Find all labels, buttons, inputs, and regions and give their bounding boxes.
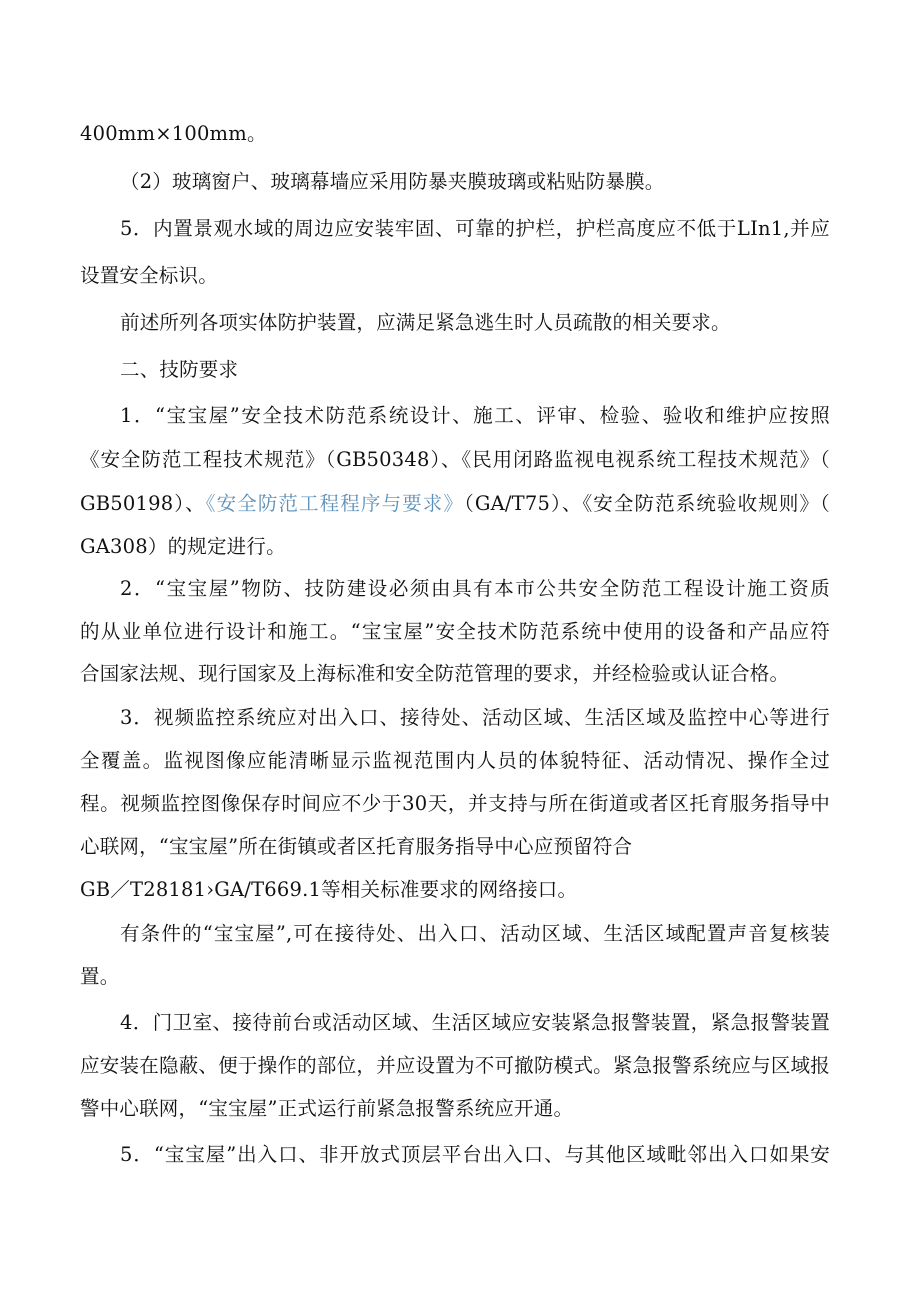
text-line-2: （2）玻璃窗户、玻璃幕墙应采用防暴夹膜玻璃或粘贴防暴膜。 xyxy=(120,170,665,193)
text-line-14: 3．视频监控系统应对出入口、接待处、活动区域、生活区域及监控中心等进行 xyxy=(120,706,830,729)
text-line-17: 心联网，“宝宝屋”所在街镇或者区托育服务指导中心应预留符合 xyxy=(80,835,633,858)
text-line-16: 程。视频监控图像保存时间应不少于30天，并支持与所在街道或者区托育服务指导中 xyxy=(80,792,830,815)
text-line-24: 5．“宝宝屋”出入口、非开放式顶层平台出入口、与其他区域毗邻出入口如果安 xyxy=(120,1143,830,1166)
standard-link[interactable]: 《安全防范工程程序与要求》 xyxy=(205,492,464,515)
text-line-12: 的从业单位进行设计和施工。“宝宝屋”安全技术防范系统中使用的设备和产品应符 xyxy=(80,620,830,643)
text-line-22: 应安装在隐蔽、便于操作的部位，并应设置为不可撤防模式。紧急报警系统应与区域报 xyxy=(80,1054,830,1077)
text-line-11: 2．“宝宝屋”物防、技防建设必须由具有本市公共安全防范工程设计施工资质 xyxy=(120,577,830,600)
text-line-1: 400mm×100mm。 xyxy=(80,122,267,145)
text-line-19: 有条件的“宝宝屋”,可在接待处、出入口、活动区域、生活区域配置声音复核装 xyxy=(120,922,830,945)
text-line-7: 1．“宝宝屋”安全技术防范系统设计、施工、评审、检验、验收和维护应按照 xyxy=(120,404,830,427)
text-line-8: 《安全防范工程技术规范》（GB50348）、《民用闭路监视电视系统工程技术规范》（ xyxy=(80,448,830,471)
text-line-15: 全覆盖。监视图像应能清晰显示监视范围内人员的体貌特征、活动情况、操作全过 xyxy=(80,749,830,772)
text-line-20: 置。 xyxy=(80,965,120,988)
text-line-9-before: GB50198）、 xyxy=(80,492,206,515)
text-line-3: 5．内置景观水域的周边应安装牢固、可靠的护栏，护栏高度应不低于LIn1,并应 xyxy=(120,217,830,240)
text-line-9-after: （GA/T75）、《安全防范系统验收规则》（ xyxy=(463,492,830,515)
text-line-23: 警中心联网，“宝宝屋”正式运行前紧急报警系统应开通。 xyxy=(80,1097,574,1120)
text-line-10: GA308）的规定进行。 xyxy=(80,535,286,558)
text-line-5: 前述所列各项实体防护装置，应满足紧急逃生时人员疏散的相关要求。 xyxy=(120,311,731,334)
section-heading: 二、技防要求 xyxy=(120,358,239,381)
text-line-4: 设置安全标识。 xyxy=(80,264,218,287)
text-line-18: GB／T28181›GA/T669.1等相关标准要求的网络接口。 xyxy=(80,878,578,901)
text-line-21: 4．门卫室、接待前台或活动区域、生活区域应安装紧急报警装置，紧急报警装置 xyxy=(120,1011,830,1034)
text-line-13: 合国家法规、现行国家及上海标准和安全防范管理的要求，并经检验或认证合格。 xyxy=(80,662,790,685)
text-line-9 xyxy=(80,491,830,517)
